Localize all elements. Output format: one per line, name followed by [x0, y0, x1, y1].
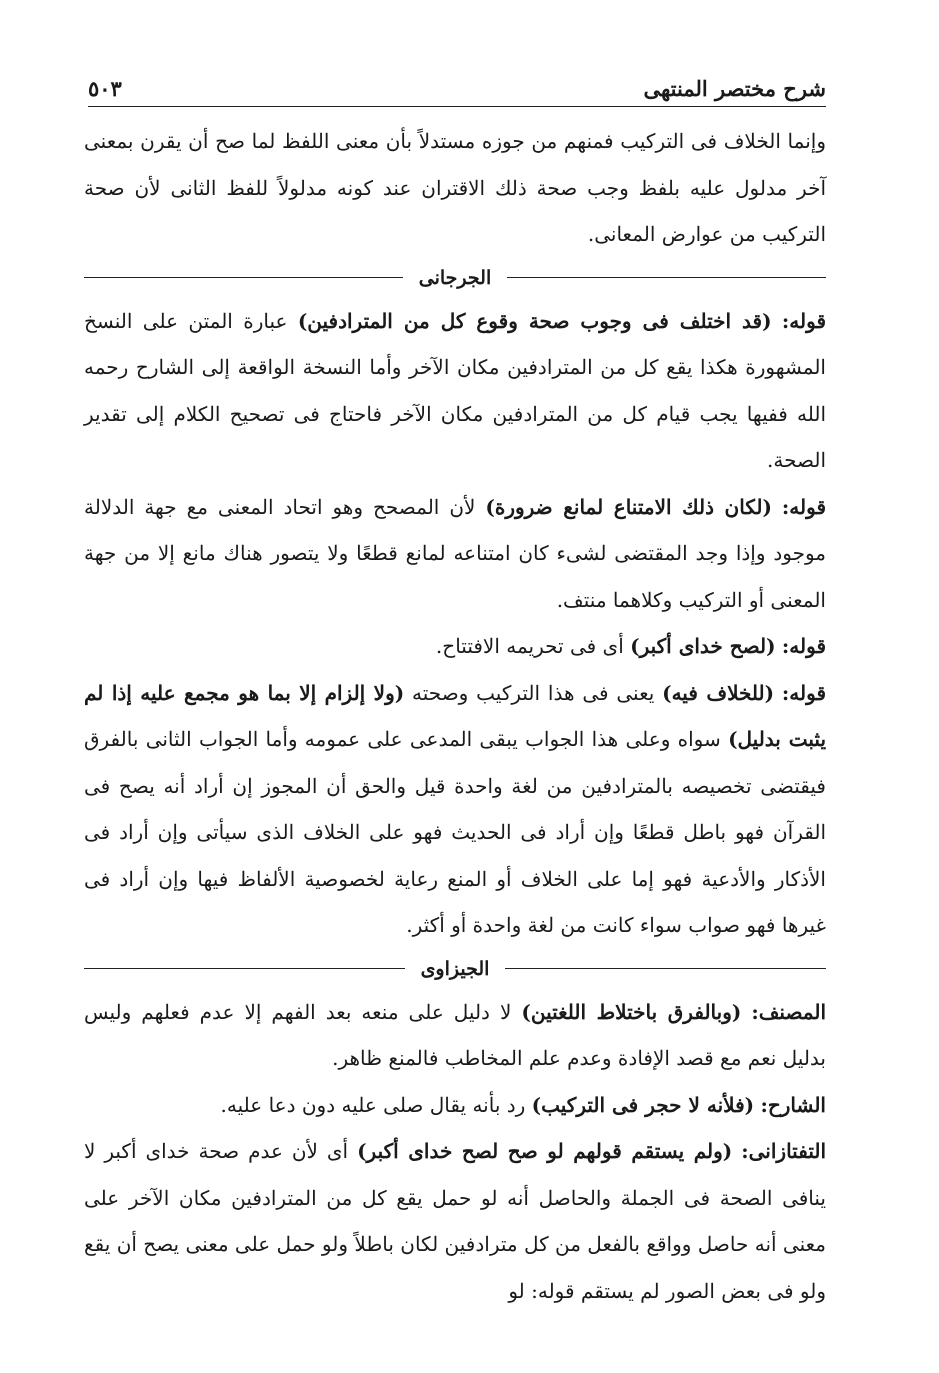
paragraph-label: قوله: — [781, 680, 827, 705]
book-title: شرح مختصر المنتهى — [643, 76, 826, 101]
section-divider-jurjani — [84, 258, 826, 298]
paragraph-label: الشارح: — [760, 1092, 826, 1117]
divider-rule-right — [505, 968, 826, 969]
paragraph-label: قوله: — [781, 634, 826, 658]
paragraph-label: قوله: — [781, 308, 827, 333]
commentary-paragraph — [84, 484, 826, 624]
running-header — [88, 72, 826, 107]
commentary-paragraph — [84, 989, 826, 1082]
intro-paragraph: وإنما الخلاف فى التركيب فمنهم من جوزه مستدلاً بأن معنى اللفظ لما صح أن يقرن بمعنى آخر مدلول عليه بلفظ وجب صحة ذلك الاقتران عند كونه مدلولاً للفظ الثانى لأن صحة التركيب من عوارض المعانى. — [84, 129, 826, 246]
commentary-paragraph — [84, 1128, 826, 1314]
divider-rule-right — [507, 277, 826, 278]
quoted-text: (فلأنه لا حجر فى التركيب) — [531, 1092, 755, 1117]
paragraph-text: أى فى تحريمه الافتتاح. — [435, 634, 624, 658]
section-heading-jizawi: الجيزاوى — [420, 957, 490, 980]
page-body — [84, 118, 826, 1314]
paragraph-text: رد بأنه يقال صلى عليه دون دعا عليه. — [220, 1092, 526, 1117]
quoted-text: (لكان ذلك الامتناع لمانع ضرورة) — [485, 494, 772, 519]
quoted-text: (وبالفرق باختلاط اللغتين) — [521, 999, 742, 1024]
quoted-text: (ولم يستقم قولهم لو صح لصح خداى أكبر) — [357, 1139, 733, 1163]
commentary-paragraph — [84, 623, 826, 670]
section-heading-jurjani: الجرجانى — [418, 266, 492, 289]
commentary-paragraph — [84, 1082, 826, 1129]
quoted-text: (للخلاف فيه) — [662, 680, 775, 705]
commentary-paragraph — [84, 298, 826, 484]
paragraph-text: أى لأن عدم صحة خداى أكبر لا ينافى الصحة فى الجملة والحاصل أنه لو حمل يقع كل من المترادفين مكان الآخر على معنى أنه حاصل وواقع بالفعل من كل مترادفين لكان باطلاً ولو حمل على معنى يصح أن يقع ولو فى بعض الصور لم يستقم قوله: لو — [84, 1139, 826, 1303]
paragraph-text: عبارة المتن على النسخ المشهورة هكذا يقع كل من المترادفين مكان الآخر وأما النسخة الواقعة إلى الشارح رحمه الله ففيها يجب قيام كل من المترادفين مكان الآخر فاحتاج فى تصحيح الكلام إلى تقدير الصحة. — [84, 308, 826, 472]
paragraph-text: لأن المصحح وهو اتحاد المعنى مع جهة الدلالة موجود وإذا وجد المقتضى لشىء كان امتناعه لمانع قطعًا ولا يتصور هناك مانع إلا من جهة المعنى أو التركيب وكلاهما منتف. — [84, 494, 826, 612]
paragraph-text: يعنى فى هذا التركيب وصحته — [412, 680, 655, 705]
paragraph-label: قوله: — [781, 494, 826, 519]
divider-rule-left — [84, 968, 405, 969]
divider-rule-left — [84, 277, 403, 278]
paragraph-label: المصنف: — [751, 999, 827, 1024]
page-number: ٥٠٣ — [88, 76, 122, 101]
section-divider-jizawi — [84, 949, 826, 989]
commentary-paragraph — [84, 670, 826, 949]
paragraph-text: سواه وعلى هذا الجواب يبقى المدعى على عمومه وأما الجواب الثانى بالفرق فيقتضى تخصيصه بالمترادفين من لغة واحدة قيل والحق أن المجوز إن أراد أنه يصح فى القرآن فهو باطل قطعًا وإن أراد فى الحديث فهو على الخلاف الذى سيأتى وإن أراد فى الأذكار والأدعية فهو إما على الخلاف أو المنع رعاية لخصوصية الألفاظ فيها وإن أراد فى غيرها فهو صواب سواء كانت من لغة واحدة أو أكثر. — [84, 727, 826, 937]
quoted-text: (لصح خداى أكبر) — [630, 634, 776, 658]
paragraph-label: التفتازانى: — [741, 1139, 827, 1163]
paragraph-text: لا دليل على منعه بعد الفهم إلا عدم فعلهم وليس بدليل نعم مع قصد الإفادة وعدم علم المخاطب فالمنع ظاهر. — [84, 999, 826, 1070]
quoted-text: (قد اختلف فى وجوب صحة وقوع كل من المترادفين) — [297, 308, 772, 333]
quoted-text: (ولا إلزام إلا بما هو مجمع عليه إذا لم يثبت بدليل) — [84, 680, 827, 751]
